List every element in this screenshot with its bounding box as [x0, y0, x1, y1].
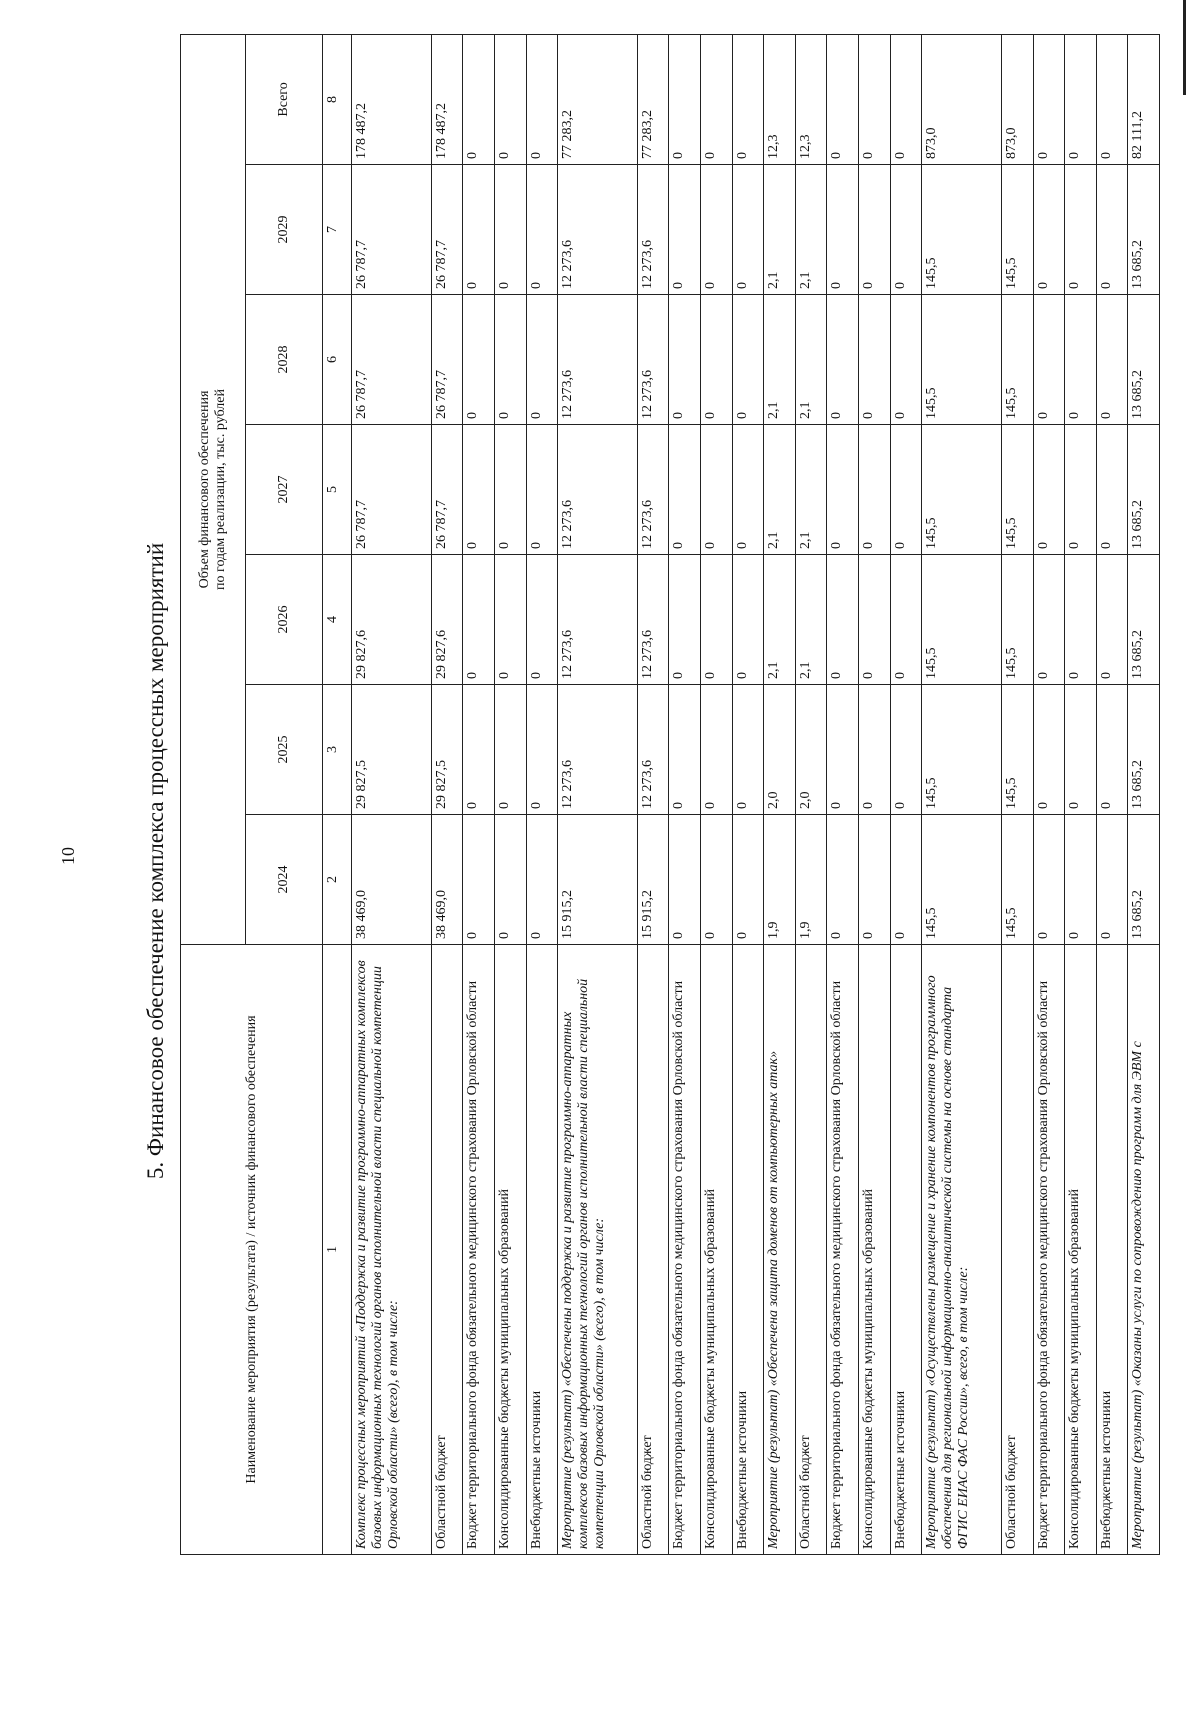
row-name: Мероприятие (результат) «Обеспечена защита доменов от компьютерных атак» [764, 945, 796, 1555]
row-year-value: 145,5 [1001, 295, 1033, 425]
table-row [1001, 34, 1033, 1554]
row-name: Внебюджетные источники [526, 945, 558, 1555]
row-year-value: 0 [463, 295, 495, 425]
row-year-value: 0 [890, 165, 922, 295]
row-year-value: 0 [1065, 815, 1097, 945]
page-number: 10 [58, 847, 78, 865]
row-year-value: 0 [494, 165, 526, 295]
row-year-value: 0 [526, 295, 558, 425]
table-row [764, 34, 796, 1554]
volume-header [181, 34, 246, 944]
row-year-value: 0 [1033, 295, 1065, 425]
row-year-value: 2,1 [764, 165, 796, 295]
column-index: 1 [323, 945, 352, 1555]
row-year-value: 0 [1033, 815, 1065, 945]
row-year-value: 13 685,2 [1128, 685, 1160, 815]
row-year-value: 26 787,7 [352, 295, 432, 425]
row-year-value: 0 [1096, 425, 1128, 555]
row-name: Консолидированные бюджеты муниципальных образований [1065, 945, 1097, 1555]
row-year-value: 0 [494, 295, 526, 425]
row-total-value: 0 [701, 34, 733, 164]
name-column-header: Наименование мероприятия (результата) / источник финансового обеспечения [181, 945, 323, 1555]
total-header: Всего [246, 34, 323, 164]
year-header: 2029 [246, 165, 323, 295]
table-row [701, 34, 733, 1554]
row-year-value: 0 [827, 815, 859, 945]
row-year-value: 0 [1065, 555, 1097, 685]
row-year-value: 0 [890, 295, 922, 425]
volume-header-line2: по годам реализации, тыс. рублей [213, 389, 228, 590]
row-name: Внебюджетные источники [890, 945, 922, 1555]
row-year-value: 0 [701, 685, 733, 815]
row-year-value: 0 [463, 685, 495, 815]
row-year-value: 0 [669, 165, 701, 295]
row-year-value: 0 [890, 425, 922, 555]
table-row [1096, 34, 1128, 1554]
row-year-value: 0 [494, 815, 526, 945]
financing-table [180, 34, 1160, 1555]
table-row [526, 34, 558, 1554]
row-name: Мероприятие (результат) «Осуществлены размещение и хранение компонентов программного обеспечения для региональной информационно-аналитической системы на основе стандарта ФГИС ЕИАС ФАС России», всего, в том числе: [922, 945, 1002, 1555]
row-year-value: 145,5 [922, 555, 1002, 685]
table-row [494, 34, 526, 1554]
row-year-value: 0 [859, 685, 891, 815]
row-name: Бюджет территориального фонда обязательного медицинского страхования Орловской области [1033, 945, 1065, 1555]
table-row [558, 34, 638, 1554]
row-year-value: 13 685,2 [1128, 555, 1160, 685]
row-year-value: 0 [1065, 295, 1097, 425]
row-year-value: 0 [732, 165, 764, 295]
row-year-value: 12 273,6 [558, 555, 638, 685]
row-year-value: 2,1 [795, 165, 827, 295]
column-index: 3 [323, 685, 352, 815]
table-row [890, 34, 922, 1554]
row-year-value: 26 787,7 [431, 295, 463, 425]
row-year-value: 1,9 [795, 815, 827, 945]
row-year-value: 0 [859, 165, 891, 295]
row-name: Бюджет территориального фонда обязательного медицинского страхования Орловской области [463, 945, 495, 1555]
table-row [1128, 34, 1160, 1554]
row-name: Областной бюджет [431, 945, 463, 1555]
column-index: 5 [323, 425, 352, 555]
row-year-value: 145,5 [1001, 425, 1033, 555]
row-name: Бюджет территориального фонда обязательного медицинского страхования Орловской области [669, 945, 701, 1555]
row-year-value: 0 [1096, 685, 1128, 815]
row-year-value: 26 787,7 [431, 425, 463, 555]
row-year-value: 145,5 [922, 295, 1002, 425]
row-total-value: 0 [859, 34, 891, 164]
row-year-value: 0 [827, 165, 859, 295]
row-year-value: 29 827,5 [431, 685, 463, 815]
row-year-value: 2,0 [795, 685, 827, 815]
year-header: 2028 [246, 295, 323, 425]
row-total-value: 0 [526, 34, 558, 164]
column-index: 8 [323, 34, 352, 164]
year-header: 2026 [246, 555, 323, 685]
table-row [859, 34, 891, 1554]
year-header: 2027 [246, 425, 323, 555]
row-year-value: 0 [859, 295, 891, 425]
row-year-value: 13 685,2 [1128, 815, 1160, 945]
row-name: Консолидированные бюджеты муниципальных образований [859, 945, 891, 1555]
row-name: Консолидированные бюджеты муниципальных образований [701, 945, 733, 1555]
row-year-value: 0 [526, 555, 558, 685]
row-year-value: 0 [701, 295, 733, 425]
row-year-value: 0 [732, 815, 764, 945]
row-year-value: 0 [859, 815, 891, 945]
row-name: Мероприятие (результат) «Оказаны услуги по сопровождению программ для ЭВМ с [1128, 945, 1160, 1555]
row-year-value: 2,1 [795, 425, 827, 555]
row-year-value: 0 [1033, 165, 1065, 295]
row-year-value: 0 [890, 815, 922, 945]
row-year-value: 145,5 [1001, 555, 1033, 685]
row-total-value: 0 [1096, 34, 1128, 164]
row-year-value: 0 [463, 425, 495, 555]
row-year-value: 0 [827, 685, 859, 815]
row-year-value: 12 273,6 [637, 425, 669, 555]
row-year-value: 38 469,0 [352, 815, 432, 945]
row-year-value: 13 685,2 [1128, 425, 1160, 555]
row-year-value: 0 [859, 555, 891, 685]
row-year-value: 2,1 [795, 295, 827, 425]
row-total-value: 77 283,2 [558, 34, 638, 164]
row-year-value: 26 787,7 [352, 425, 432, 555]
row-name: Комплекс процессных мероприятий «Поддержка и развитие программно-аппаратных комплексов базовых информационных технологий органов исполнительной власти специальной компетенции Орловской области» (всего), в том числе: [352, 945, 432, 1555]
row-year-value: 0 [526, 815, 558, 945]
row-year-value: 0 [1065, 685, 1097, 815]
row-year-value: 0 [732, 555, 764, 685]
column-index: 6 [323, 295, 352, 425]
row-year-value: 0 [463, 555, 495, 685]
row-year-value: 0 [701, 815, 733, 945]
row-year-value: 145,5 [1001, 165, 1033, 295]
row-year-value: 29 827,5 [352, 685, 432, 815]
row-year-value: 12 273,6 [558, 685, 638, 815]
row-name: Областной бюджет [637, 945, 669, 1555]
row-year-value: 0 [890, 685, 922, 815]
table-row [637, 34, 669, 1554]
table-row [922, 34, 1002, 1554]
row-year-value: 0 [1065, 165, 1097, 295]
row-year-value: 0 [526, 425, 558, 555]
row-year-value: 0 [669, 685, 701, 815]
row-total-value: 0 [463, 34, 495, 164]
row-year-value: 12 273,6 [637, 165, 669, 295]
row-year-value: 0 [827, 295, 859, 425]
row-year-value: 0 [732, 425, 764, 555]
row-year-value: 2,0 [764, 685, 796, 815]
row-year-value: 0 [526, 165, 558, 295]
row-year-value: 145,5 [922, 685, 1002, 815]
row-year-value: 0 [1096, 815, 1128, 945]
row-year-value: 0 [463, 165, 495, 295]
row-year-value: 12 273,6 [637, 555, 669, 685]
row-year-value: 1,9 [764, 815, 796, 945]
row-year-value: 29 827,6 [352, 555, 432, 685]
row-total-value: 0 [890, 34, 922, 164]
table-row [352, 34, 432, 1554]
table-row [463, 34, 495, 1554]
column-index-row [323, 34, 352, 1554]
year-header: 2025 [246, 685, 323, 815]
row-year-value: 0 [701, 425, 733, 555]
row-year-value: 0 [494, 685, 526, 815]
scan-edge-mark [1183, 0, 1186, 95]
row-year-value: 12 273,6 [558, 165, 638, 295]
row-year-value: 0 [1033, 555, 1065, 685]
row-total-value: 178 487,2 [352, 34, 432, 164]
column-index: 4 [323, 555, 352, 685]
row-year-value: 13 685,2 [1128, 295, 1160, 425]
table-row [431, 34, 463, 1554]
row-year-value: 15 915,2 [637, 815, 669, 945]
row-year-value: 0 [827, 555, 859, 685]
row-year-value: 0 [701, 165, 733, 295]
row-year-value: 0 [463, 815, 495, 945]
row-name: Областной бюджет [795, 945, 827, 1555]
row-year-value: 0 [1096, 165, 1128, 295]
table-row [1033, 34, 1065, 1554]
row-total-value: 0 [732, 34, 764, 164]
row-total-value: 77 283,2 [637, 34, 669, 164]
row-total-value: 82 111,2 [1128, 34, 1160, 164]
row-year-value: 0 [827, 425, 859, 555]
table-row [1065, 34, 1097, 1554]
row-year-value: 2,1 [764, 555, 796, 685]
row-year-value: 0 [669, 815, 701, 945]
row-total-value: 0 [827, 34, 859, 164]
row-name: Внебюджетные источники [1096, 945, 1128, 1555]
row-year-value: 2,1 [795, 555, 827, 685]
row-year-value: 26 787,7 [352, 165, 432, 295]
row-year-value: 15 915,2 [558, 815, 638, 945]
row-year-value: 0 [526, 685, 558, 815]
table-row [795, 34, 827, 1554]
row-year-value: 29 827,6 [431, 555, 463, 685]
row-year-value: 145,5 [922, 425, 1002, 555]
row-year-value: 0 [1033, 425, 1065, 555]
row-year-value: 0 [1065, 425, 1097, 555]
row-year-value: 0 [494, 555, 526, 685]
row-year-value: 0 [859, 425, 891, 555]
row-name: Мероприятие (результат) «Обеспечены поддержка и развитие программно-аппаратных комплексов базовых информационных технологий органов исполнительной власти специальной компетенции Орловской области» (всего), в том числе: [558, 945, 638, 1555]
row-year-value: 2,1 [764, 425, 796, 555]
row-total-value: 12,3 [795, 34, 827, 164]
row-name: Консолидированные бюджеты муниципальных образований [494, 945, 526, 1555]
row-year-value: 0 [669, 555, 701, 685]
row-name: Бюджет территориального фонда обязательного медицинского страхования Орловской области [827, 945, 859, 1555]
section-title: 5. Финансовое обеспечение комплекса процессных мероприятий [143, 542, 168, 1180]
row-year-value: 12 273,6 [558, 425, 638, 555]
row-year-value: 0 [701, 555, 733, 685]
table-body [352, 34, 1160, 1554]
row-total-value: 12,3 [764, 34, 796, 164]
column-index: 2 [323, 815, 352, 945]
row-total-value: 0 [1033, 34, 1065, 164]
table-row [669, 34, 701, 1554]
row-year-value: 0 [732, 685, 764, 815]
row-year-value: 0 [669, 425, 701, 555]
row-year-value: 0 [1096, 555, 1128, 685]
row-total-value: 178 487,2 [431, 34, 463, 164]
row-total-value: 0 [494, 34, 526, 164]
row-year-value: 2,1 [764, 295, 796, 425]
row-year-value: 0 [494, 425, 526, 555]
row-year-value: 26 787,7 [431, 165, 463, 295]
header-row [181, 34, 246, 1554]
row-year-value: 12 273,6 [637, 295, 669, 425]
row-year-value: 13 685,2 [1128, 165, 1160, 295]
row-year-value: 12 273,6 [558, 295, 638, 425]
row-total-value: 0 [669, 34, 701, 164]
row-year-value: 0 [1033, 685, 1065, 815]
row-year-value: 12 273,6 [637, 685, 669, 815]
column-index: 7 [323, 165, 352, 295]
row-total-value: 0 [1065, 34, 1097, 164]
row-year-value: 0 [890, 555, 922, 685]
row-name: Внебюджетные источники [732, 945, 764, 1555]
table-row [827, 34, 859, 1554]
volume-header-line1: Объем финансового обеспечения [197, 390, 212, 589]
row-year-value: 145,5 [1001, 685, 1033, 815]
financing-table-container [180, 35, 1160, 1555]
row-year-value: 145,5 [922, 165, 1002, 295]
row-year-value: 145,5 [922, 815, 1002, 945]
row-year-value: 145,5 [1001, 815, 1033, 945]
row-total-value: 873,0 [922, 34, 1002, 164]
row-name: Областной бюджет [1001, 945, 1033, 1555]
row-total-value: 873,0 [1001, 34, 1033, 164]
row-year-value: 38 469,0 [431, 815, 463, 945]
row-year-value: 0 [732, 295, 764, 425]
year-header: 2024 [246, 815, 323, 945]
row-year-value: 0 [1096, 295, 1128, 425]
table-row [732, 34, 764, 1554]
row-year-value: 0 [669, 295, 701, 425]
